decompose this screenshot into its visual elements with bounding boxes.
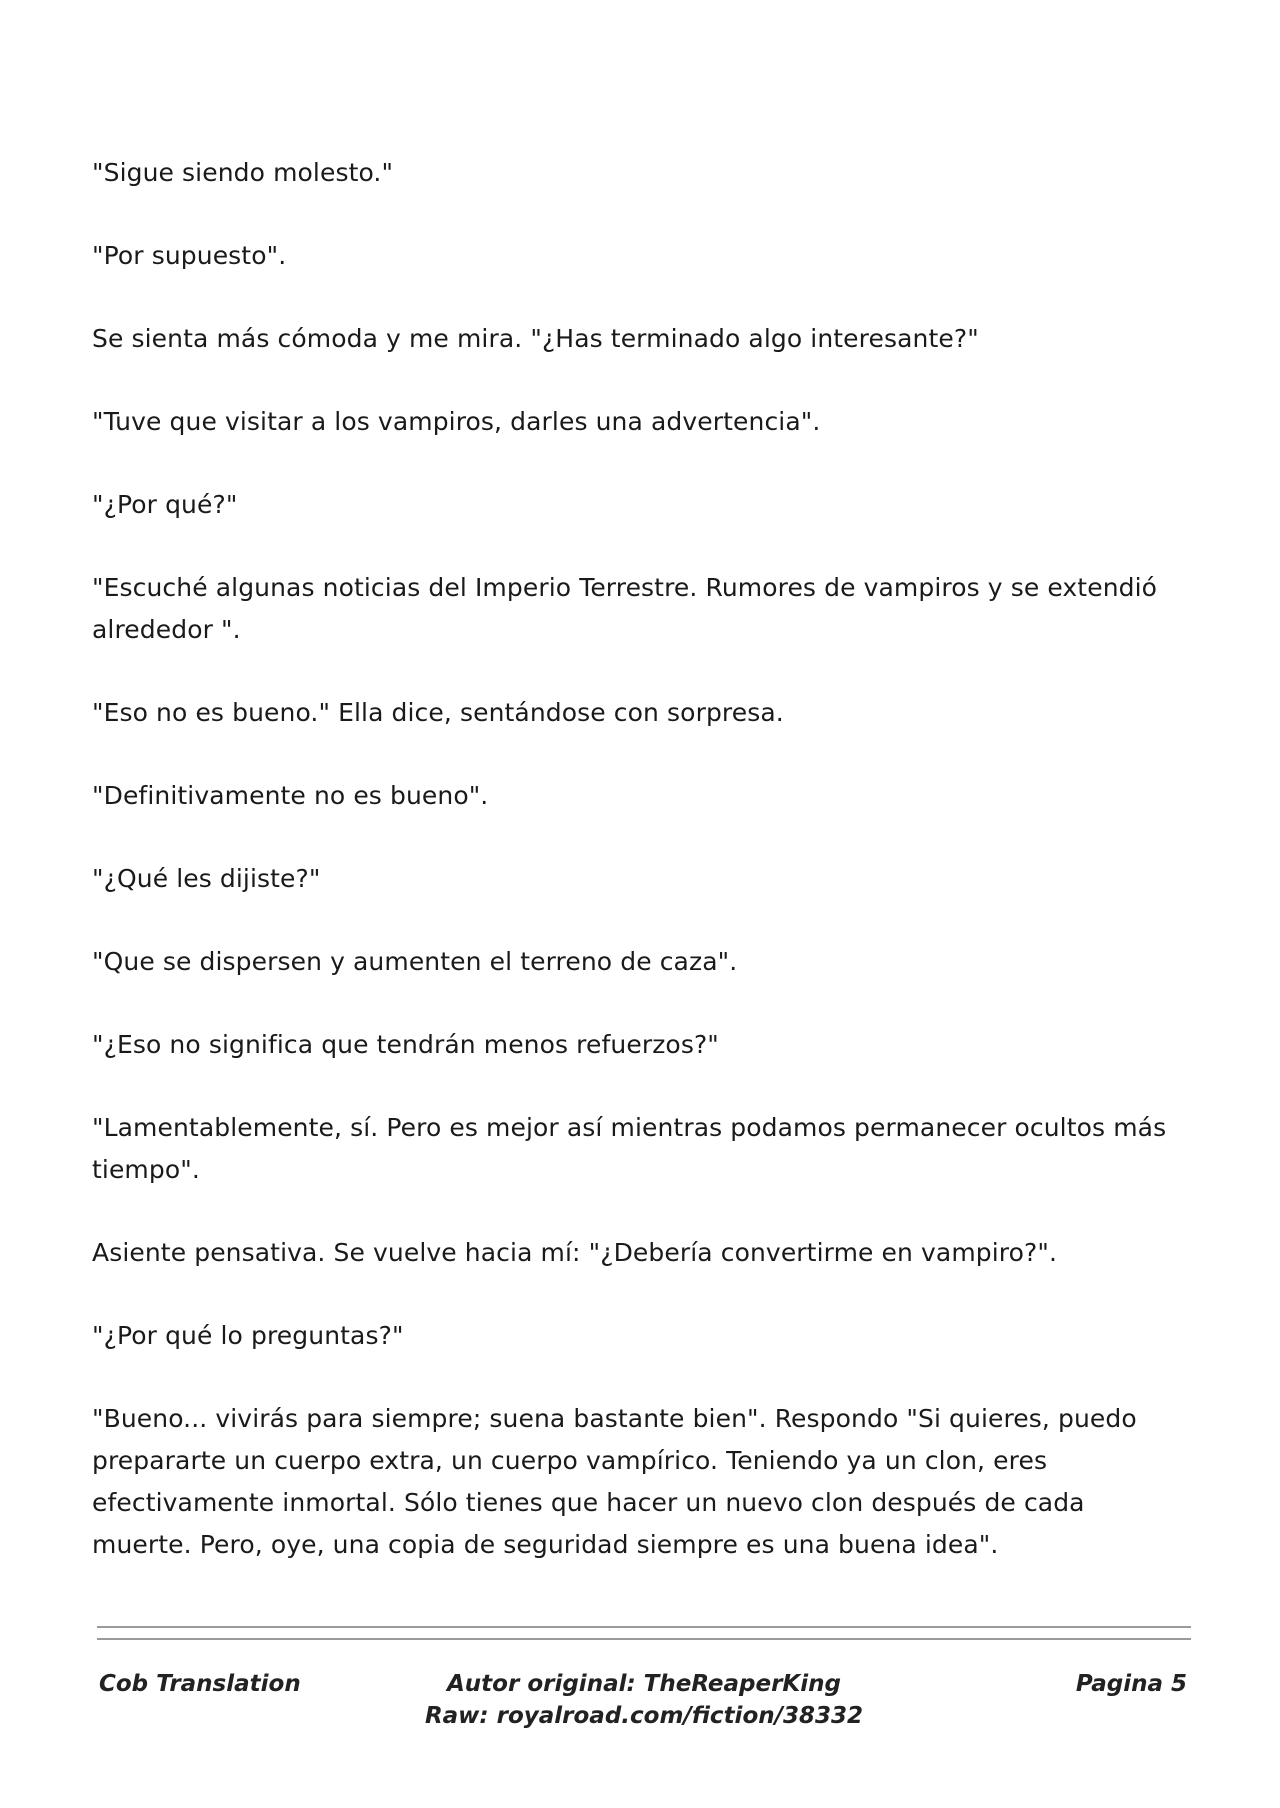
footer-translator: Cob Translation (99, 1671, 301, 1697)
footer-page-number: Pagina 5 (1075, 1671, 1187, 1697)
paragraph-14: "¿Por qué lo preguntas?" (92, 1321, 404, 1350)
body-text (92, 152, 1172, 1607)
paragraph-2: "Por supuesto". (92, 241, 287, 270)
footer-original-author: Autor original: TheReaperKing (447, 1671, 841, 1697)
footer-credits (97, 1668, 1191, 1732)
paragraph-9: "¿Qué les dijiste?" (92, 864, 321, 893)
paragraph-6: "Escuché algunas noticias del Imperio Terrestre. Rumores de vampiros y se extendió alrededor ". (92, 573, 1158, 644)
paragraph-5: "¿Por qué?" (92, 490, 238, 519)
paragraph-1: "Sigue siendo molesto." (92, 158, 394, 187)
paragraph-8: "Definitivamente no es bueno". (92, 781, 489, 810)
paragraph-7: "Eso no es bueno." Ella dice, sentándose con sorpresa. (92, 698, 784, 727)
paragraph-11: "¿Eso no significa que tendrán menos refuerzos?" (92, 1030, 719, 1059)
footer-raw-source: Raw: royalroad.com/fiction/38332 (424, 1703, 864, 1729)
footer-divider-bottom (97, 1638, 1191, 1640)
paragraph-10: "Que se dispersen y aumenten el terreno de caza". (92, 947, 738, 976)
page-footer (97, 1668, 1191, 1748)
footer-divider-top (97, 1626, 1191, 1628)
paragraph-12: "Lamentablemente, sí. Pero es mejor así mientras podamos permanecer ocultos más tiempo". (92, 1113, 1167, 1184)
paragraph-3: Se sienta más cómoda y me mira. "¿Has terminado algo interesante?" (92, 324, 979, 353)
paragraph-4: "Tuve que visitar a los vampiros, darles una advertencia". (92, 407, 821, 436)
paragraph-13: Asiente pensativa. Se vuelve hacia mí: "¿Debería convertirme en vampiro?". (92, 1238, 1058, 1267)
paragraph-15: "Bueno... vivirás para siempre; suena bastante bien". Respondo "Si quieres, puedo prepararte un cuerpo extra, un cuerpo vampírico. Teniendo ya un clon, eres efectivamente inmortal. Sólo tienes que hacer un nuevo clon después de cada muerte. Pero, oye, una copia de seguridad siempre es una buena idea". (92, 1404, 1137, 1559)
